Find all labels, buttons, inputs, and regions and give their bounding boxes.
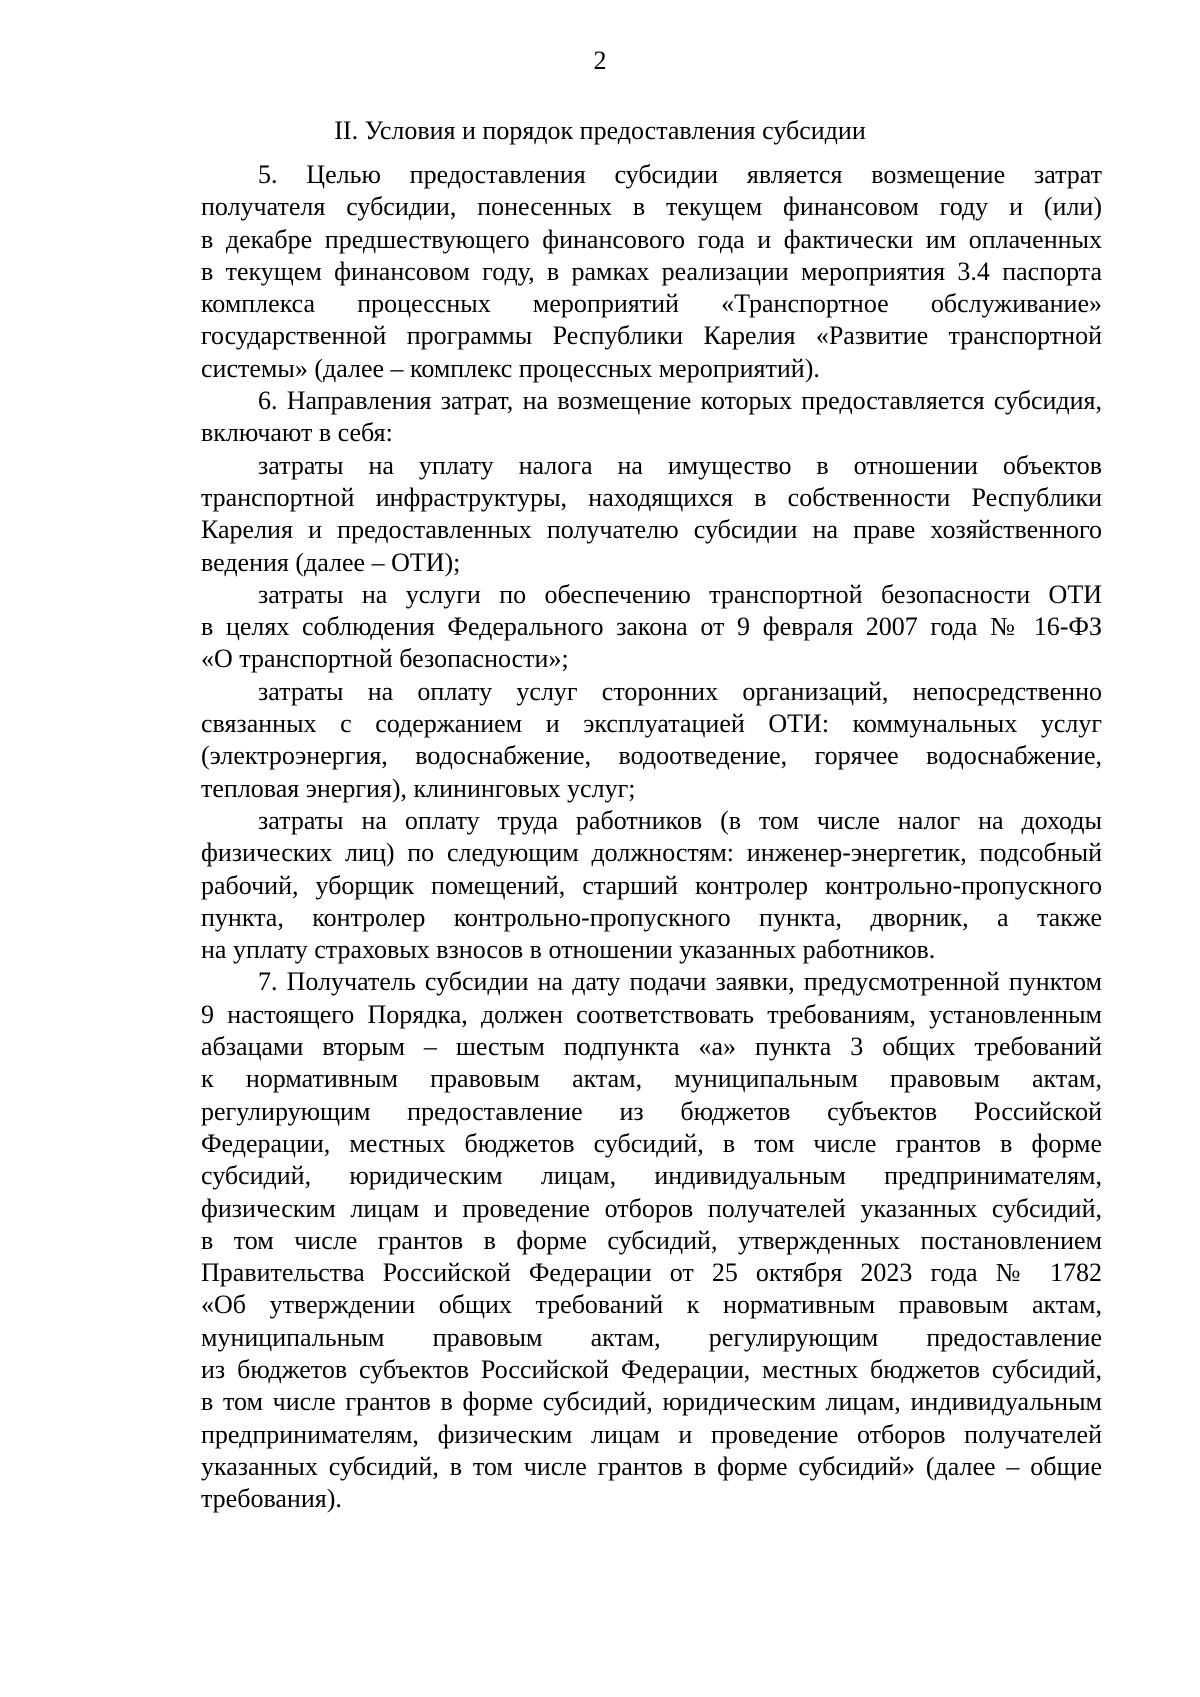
text-line: физических лиц) по следующим должностям: инженер-энергетик, подсобный <box>201 838 1102 868</box>
text-line: в том числе грантов в форме субсидий, утвержденных постановлением <box>201 1225 1102 1255</box>
text-line: пункта, контролер контрольно-пропускного пункта, дворник, а также <box>201 902 1102 932</box>
text-line: 9 настоящего Порядка, должен соответствовать требованиям, установленным <box>201 999 1102 1029</box>
page-number: 2 <box>593 46 607 75</box>
text-line: затраты на услуги по обеспечению транспортной безопасности ОТИ <box>258 579 1102 609</box>
text-line: транспортной инфраструктуры, находящихся в собственности Республики <box>201 482 1102 512</box>
text-line: (электроэнергия, водоснабжение, водоотведение, горячее водоснабжение, <box>201 741 1102 771</box>
text-line: 5. Целью предоставления субсидии является возмещение затрат <box>258 160 1102 189</box>
text-line: из бюджетов субъектов Российской Федерации, местных бюджетов субсидий, <box>201 1354 1102 1384</box>
document-body <box>144 159 1102 1515</box>
text-line: 6. Направления затрат, на возмещение которых предоставляется субсидия, <box>258 386 1102 416</box>
paragraph-7 <box>144 966 1102 1515</box>
text-line: регулирующим предоставление из бюджетов субъектов Российской <box>201 1096 1102 1126</box>
text-line: комплекса процессных мероприятий «Транспортное обслуживание» <box>201 289 1102 319</box>
text-line: рабочий, уборщик помещений, старший контролер контрольно-пропускного <box>201 870 1102 900</box>
text-line: тепловая энергия), клининговых услуг; <box>201 773 636 803</box>
text-line: муниципальным правовым актам, регулирующим предоставление <box>201 1322 1102 1352</box>
text-line: Федерации, местных бюджетов субсидий, в том числе грантов в форме <box>201 1128 1102 1158</box>
text-line: Правительства Российской Федерации от 25 октября 2023 года № 1782 <box>201 1258 1102 1288</box>
paragraph-6 <box>144 385 1102 450</box>
text-line: в целях соблюдения Федерального закона от 9 февраля 2007 года № 16-ФЗ <box>201 612 1102 642</box>
section-heading: II. Условия и порядок предоставления субсидии <box>334 116 866 145</box>
text-line: «Об утверждении общих требований к нормативным правовым актам, <box>201 1290 1102 1320</box>
text-line: «О транспортной безопасности»; <box>201 644 569 674</box>
text-line: требования). <box>201 1484 342 1514</box>
text-line: получателя субсидии, понесенных в текущем финансовом году и (или) <box>201 192 1102 222</box>
text-line: системы» (далее – комплекс процессных мероприятий). <box>201 353 820 383</box>
text-line: 7. Получатель субсидии на дату подачи заявки, предусмотренной пунктом <box>258 967 1102 997</box>
text-line: государственной программы Республики Карелия «Развитие транспортной <box>201 321 1102 351</box>
text-line: Карелия и предоставленных получателю субсидии на праве хозяйственного <box>201 515 1102 545</box>
text-line: затраты на оплату труда работников (в том числе налог на доходы <box>258 805 1102 835</box>
text-line: затраты на уплату налога на имущество в отношении объектов <box>258 450 1102 480</box>
text-line: в декабре предшествующего финансового года и фактически им оплаченных <box>201 224 1102 254</box>
paragraph-5 <box>144 159 1102 385</box>
text-line: ведения (далее – ОТИ); <box>201 547 461 577</box>
text-line: предпринимателям, физическим лицам и проведение отборов получателей <box>201 1419 1102 1449</box>
text-line: к нормативным правовым актам, муниципальным правовым актам, <box>201 1064 1102 1094</box>
text-line: включают в себя: <box>201 418 393 448</box>
text-line: в текущем финансовом году, в рамках реализации мероприятия 3.4 паспорта <box>201 256 1102 286</box>
text-line: на уплату страховых взносов в отношении указанных работников. <box>201 935 936 965</box>
paragraph-labor-costs <box>144 805 1102 966</box>
text-line: субсидий, юридическим лицам, индивидуальным предпринимателям, <box>201 1161 1102 1191</box>
text-line: абзацами вторым – шестым подпункта «а» пункта 3 общих требований <box>201 1032 1102 1062</box>
text-line: физическим лицам и проведение отборов получателей указанных субсидий, <box>201 1193 1102 1223</box>
paragraph-service-costs <box>144 676 1102 805</box>
paragraph-tax-costs <box>144 450 1102 579</box>
paragraph-security-costs <box>144 579 1102 676</box>
text-line: в том числе грантов в форме субсидий, юридическим лицам, индивидуальным <box>201 1387 1102 1417</box>
text-line: указанных субсидий, в том числе грантов в форме субсидий» (далее – общие <box>201 1451 1102 1481</box>
text-line: связанных с содержанием и эксплуатацией ОТИ: коммунальных услуг <box>201 709 1102 739</box>
text-line: затраты на оплату услуг сторонних организаций, непосредственно <box>258 676 1102 706</box>
